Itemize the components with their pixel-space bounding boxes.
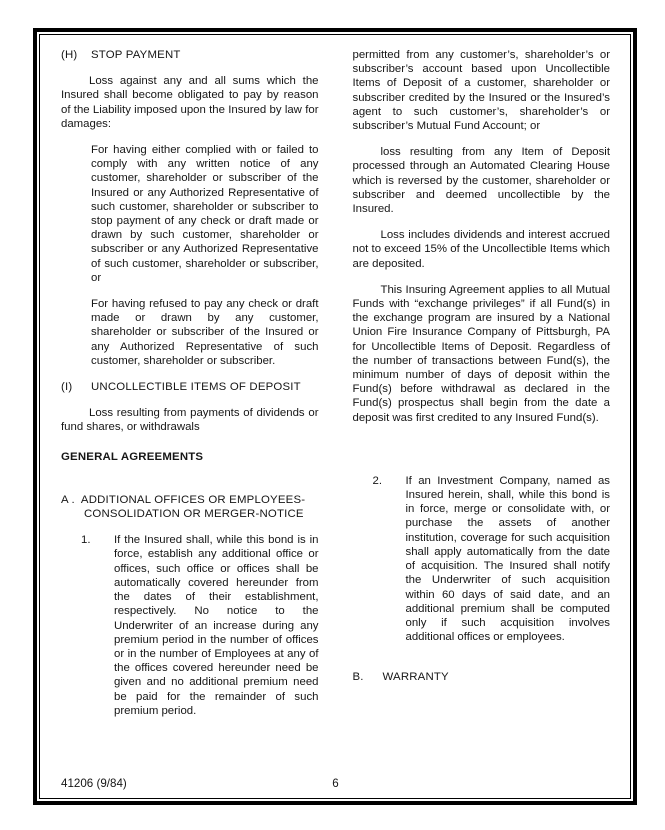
paragraph-continuation: permitted from any customer’s, shareholder’s or subscriber’s account based upon Uncollectible Items of Deposit of a customer, shareholder or subscriber credited by the Insured or the Insured’s agent to such customer’s, shareholder’s or subscriber’s Mutual Fund Account; or [352, 49, 610, 133]
paragraph-stop-payment-sub1: For having either complied with or failed to comply with any written notice of any customer, shareholder or subscriber of the Insured or any Authorized Representative of such customer, shareholder or subscriber to stop payment of any check or draft made or drawn by such customer, shareholder or subscriber or any Authorized Representative of such customer, shareholder or subscriber, or [91, 144, 319, 284]
section-heading-b [353, 670, 611, 684]
paragraph-uncollectible-intro: Loss resulting from payments of dividends or fund shares, or withdrawals [61, 407, 319, 434]
item-1-number: 1. [81, 534, 91, 547]
section-h-label: (H) [61, 49, 78, 61]
section-i-title: UNCOLLECTIBLE ITEMS OF DEPOSIT [91, 381, 301, 394]
general-agreements-title: GENERAL AGREEMENTS [61, 450, 204, 463]
agreement-a-heading [61, 493, 319, 521]
paragraph-stop-payment-intro: Loss against any and all sums which the Insured shall become obligated to pay by reason of the Liability imposed upon the Insured by law for damages: [61, 75, 319, 130]
agreement-a-label: A . [61, 493, 75, 506]
page-footer [61, 777, 610, 791]
paragraph-ach: loss resulting from any Item of Deposit processed through an Automated Clearing House which is reversed by the customer, shareholder or subscriber and deemed uncollectible by the Insured. [352, 146, 610, 216]
section-b-title: WARRANTY [382, 671, 449, 684]
item-1-text: If the Insured shall, while this bond is in force, establish any additional office or offices, such office or offices shall be automatically covered hereunder from the dates of their establishment, respectively. No notice to the Underwriter of an increase during any premium period in the number of offices or in the number of Employees at any of the offices covered hereunder need be given and no additional premium need be paid for the remainder of such premium period. [114, 534, 319, 717]
section-heading-i [61, 380, 319, 394]
paragraph-stop-payment-sub2: For having refused to pay any check or draft made or drawn by any customer, shareholder or subscriber of the Insured or any Authorized Representative of such customer, shareholder or subscriber. [91, 298, 319, 367]
page-border-inner [39, 34, 631, 799]
agreement-a-title: ADDITIONAL OFFICES OR EMPLOYEES-CONSOLIDATION OR MERGER-NOTICE [80, 493, 306, 521]
numbered-item-1 [61, 533, 319, 718]
paragraph-loss-includes: Loss includes dividends and interest accrued not to exceed 15% of the Uncollectible Items which are deposited. [352, 229, 610, 270]
page-number: 6 [332, 776, 339, 790]
numbered-item-2 [353, 474, 611, 644]
form-number: 41206 (9/84) [61, 776, 127, 790]
section-heading-h [61, 48, 319, 62]
right-column [353, 48, 611, 718]
page-border-outer [33, 28, 637, 805]
item-2-text: If an Investment Company, named as Insured herein, shall, while this bond is in force, merge or consolidate with, or purchase the assets of another institution, coverage for such acquisition shall apply automatically from the date of acquisition. The Insured shall notify the Underwriter of such acquisition within 60 days of said date, and an additional premium shall be computed only if such acquisition involves additional offices or employees. [405, 474, 610, 644]
left-column [61, 48, 319, 718]
item-2-number: 2. [372, 474, 382, 487]
section-h-title: STOP PAYMENT [91, 49, 181, 61]
paragraph-insuring-agreement: This Insuring Agreement applies to all Mutual Funds with “exchange privileges” if all Fund(s) in the exchange program are insured by a National Union Fire Insurance Company of Pittsburgh, PA for Uncollectible Items of Deposit. Regardless of the number of transactions between Fund(s), the minimum number of days of deposit within the Fund(s) before withdrawal as declared in the Fund(s) prospectus shall begin from the date a deposit was first credited to any Insured Fund(s). [352, 283, 610, 424]
page-content [40, 35, 630, 798]
two-column-layout [61, 48, 610, 718]
section-i-label: (I) [61, 381, 73, 394]
section-b-label: B. [352, 671, 364, 684]
